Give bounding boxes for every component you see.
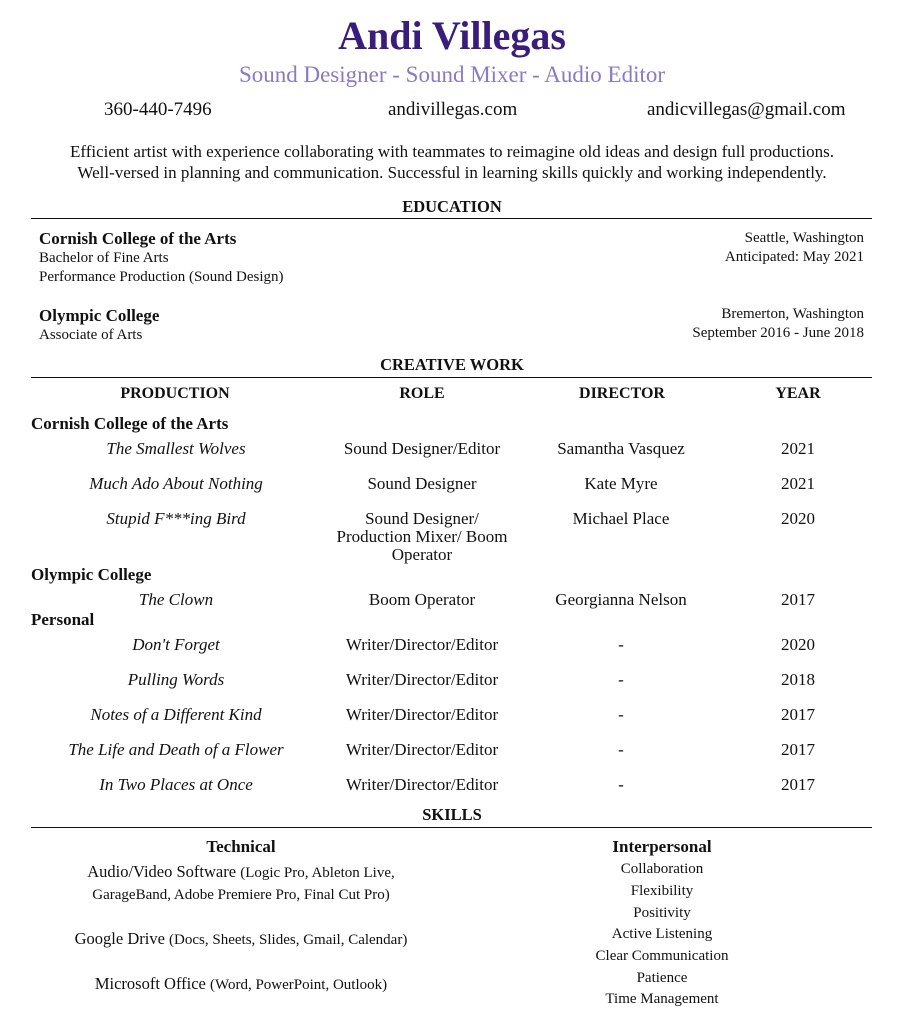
technical-skill — [21, 973, 461, 996]
role-text: Boom Operator — [368, 590, 476, 609]
production-title: The Clown — [138, 590, 214, 609]
year-value: 2018 — [781, 670, 815, 689]
education-degree: Bachelor of Fine Arts — [39, 250, 169, 266]
skill-detail: (Logic Pro, Ableton Live, — [240, 865, 395, 881]
column-header-production: PRODUCTION — [120, 385, 230, 402]
creative-work-divider — [31, 377, 872, 378]
technical-heading: Technical — [206, 837, 276, 856]
director-name: Samantha Vasquez — [557, 439, 685, 458]
skill-name: Microsoft Office — [94, 974, 206, 993]
skills-heading: SKILLS — [422, 805, 482, 824]
role-text: Writer/Director/Editor — [345, 635, 499, 654]
director-name: Michael Place — [572, 509, 670, 528]
interpersonal-skill: Positivity — [633, 905, 691, 921]
role-text: Writer/Director/Editor — [345, 740, 499, 759]
website-link[interactable]: andivillegas.com — [388, 99, 518, 120]
production-title: Stupid F***ing Bird — [106, 509, 246, 528]
production-title: Don't Forget — [132, 635, 220, 654]
skill-detail: (Docs, Sheets, Slides, Gmail, Calendar) — [169, 932, 408, 948]
director-name: - — [618, 705, 624, 724]
year-value: 2021 — [781, 439, 815, 458]
director-name: - — [618, 775, 624, 794]
interpersonal-skill: Time Management — [605, 991, 719, 1007]
director-name: - — [618, 740, 624, 759]
skill-name: Google Drive — [74, 929, 165, 948]
education-location: Seattle, Washington — [744, 230, 864, 246]
production-title: Much Ado About Nothing — [89, 474, 263, 493]
resume-name: Andi Villegas — [338, 13, 566, 58]
director-name: Georgianna Nelson — [555, 590, 687, 609]
interpersonal-skill: Patience — [636, 970, 688, 986]
education-date: September 2016 - June 2018 — [692, 325, 864, 341]
interpersonal-heading: Interpersonal — [612, 837, 712, 856]
year-value: 2017 — [781, 775, 815, 794]
education-heading: EDUCATION — [402, 197, 502, 216]
education-school: Cornish College of the Arts — [39, 229, 237, 248]
group-label-personal: Personal — [31, 610, 95, 629]
group-label-olympic: Olympic College — [31, 565, 152, 584]
education-degree: Associate of Arts — [39, 327, 143, 343]
education-date: Anticipated: May 2021 — [724, 249, 864, 265]
year-value: 2020 — [781, 635, 815, 654]
production-title: In Two Places at Once — [99, 775, 253, 794]
role-text: Writer/Director/Editor — [345, 670, 499, 689]
education-location: Bremerton, Washington — [721, 306, 864, 322]
education-school: Olympic College — [39, 306, 160, 325]
director-name: - — [618, 635, 624, 654]
skill-detail: (Word, PowerPoint, Outlook) — [210, 977, 388, 993]
technical-skill-detail — [21, 883, 461, 906]
email-link[interactable]: andicvillegas@gmail.com — [647, 99, 846, 120]
director-name: Kate Myre — [584, 474, 658, 493]
skill-detail: GarageBand, Adobe Premiere Pro, Final Cut Pro) — [92, 887, 390, 903]
summary-line-2: Well-versed in planning and communication. Successful in learning skills quickly and working independently. — [77, 163, 827, 182]
director-name: - — [618, 670, 624, 689]
year-value: 2017 — [781, 590, 815, 609]
column-header-director: DIRECTOR — [579, 385, 665, 402]
role-text: Writer/Director/Editor — [345, 705, 499, 724]
group-label-cornish: Cornish College of the Arts — [31, 414, 229, 433]
year-value: 2017 — [781, 705, 815, 724]
column-header-year: YEAR — [775, 385, 821, 402]
skills-divider — [31, 827, 872, 828]
role-text: Writer/Director/Editor — [345, 775, 499, 794]
year-value: 2021 — [781, 474, 815, 493]
creative-work-heading: CREATIVE WORK — [380, 355, 524, 374]
role-text: Sound Designer/Editor — [343, 439, 501, 458]
interpersonal-skill: Active Listening — [611, 926, 713, 942]
role-text: Sound Designer/ Production Mixer/ Boom Operator — [336, 509, 508, 564]
education-focus: Performance Production (Sound Design) — [39, 269, 284, 285]
technical-skill — [21, 861, 461, 884]
role-text: Sound Designer — [367, 474, 477, 493]
technical-skill — [21, 928, 461, 951]
interpersonal-skill: Clear Communication — [595, 948, 729, 964]
interpersonal-skill: Flexibility — [630, 883, 694, 899]
production-title: Pulling Words — [127, 670, 225, 689]
year-value: 2017 — [781, 740, 815, 759]
production-title: The Smallest Wolves — [106, 439, 246, 458]
interpersonal-skill: Collaboration — [620, 861, 704, 877]
summary-line-1: Efficient artist with experience collaborating with teammates to reimagine old ideas and design full productions. — [70, 142, 834, 161]
column-header-role: ROLE — [399, 385, 445, 402]
production-title: Notes of a Different Kind — [90, 705, 262, 724]
year-value: 2020 — [781, 509, 815, 528]
education-divider — [31, 218, 872, 219]
skill-name: Audio/Video Software — [87, 862, 237, 881]
production-title: The Life and Death of a Flower — [68, 740, 284, 759]
resume-subtitle: Sound Designer - Sound Mixer - Audio Editor — [238, 62, 666, 87]
phone-number: 360-440-7496 — [104, 99, 212, 120]
